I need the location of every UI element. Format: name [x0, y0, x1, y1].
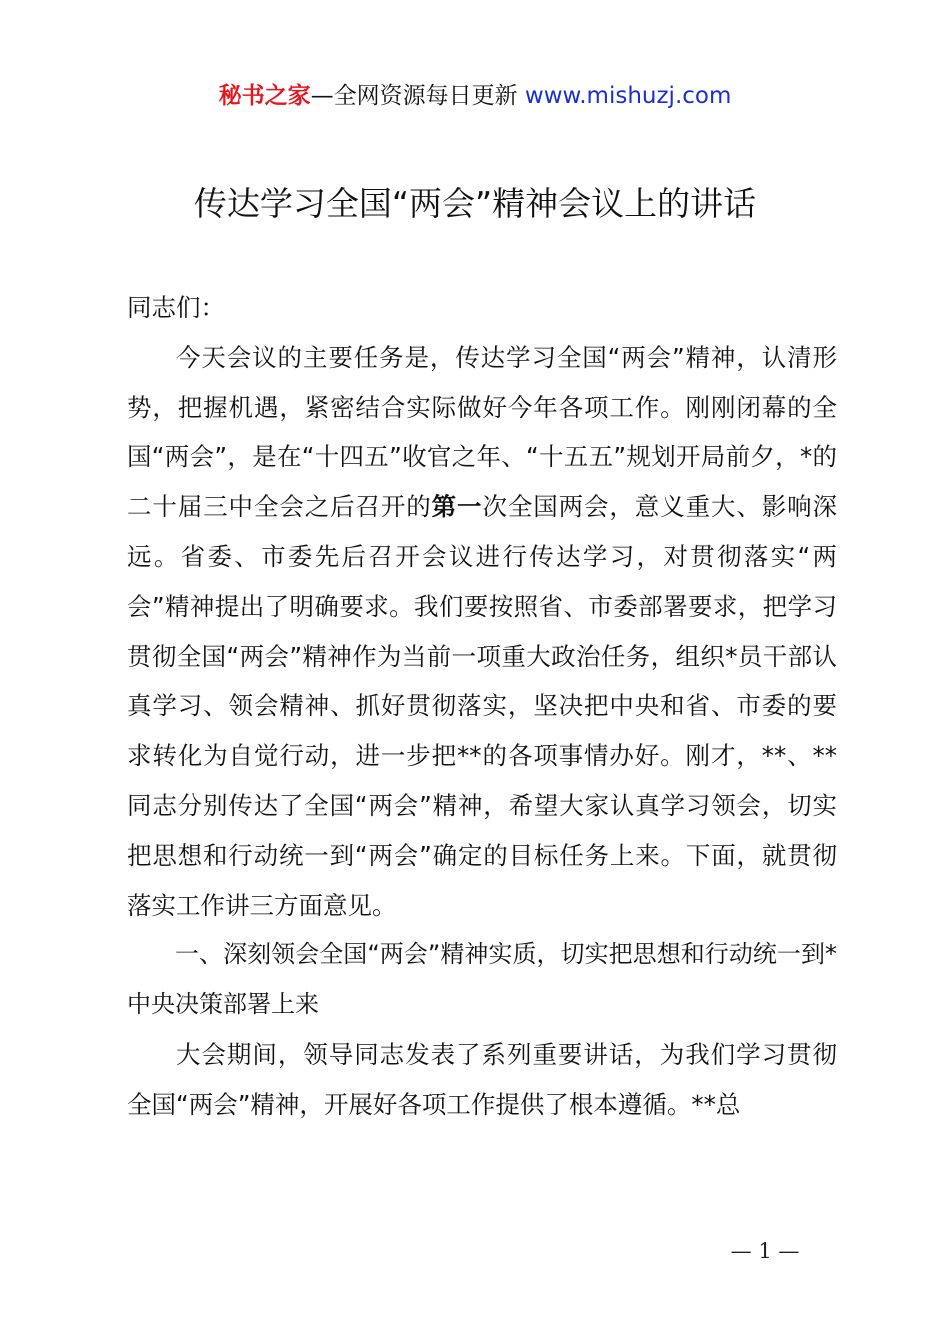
site-tagline: —全网资源每日更新: [310, 83, 525, 109]
paragraph-text: 今天会议的主要任务是，传达学习全国“两会”精神，认清形势，把握机遇，紧密结合实际做好今年各项工作。刚刚闭幕的全国“两会”，是在“十四五”收官之年、“十五五”规划开局前夕，*的二十届三中全会之后召开的: [127, 342, 837, 522]
salutation: 同志们：: [127, 293, 225, 322]
site-brand: 秘书之家: [218, 83, 311, 109]
body-paragraph: [127, 333, 837, 931]
page-number: — 1 —: [730, 1239, 800, 1263]
document-body: [127, 283, 837, 1130]
site-url[interactable]: www.mishuzj.com: [524, 83, 732, 109]
section-heading: 一、深刻领会全国“两会”精神实质，切实把思想和行动统一到*中央决策部署上来: [127, 940, 837, 1019]
document-title: 传达学习全国“两会”精神会议上的讲话: [193, 184, 757, 223]
site-header: [0, 80, 950, 112]
body-paragraph: 大会期间，领导同志发表了系列重要讲话，为我们学习贯彻全国“两会”精神，开展好各项工作提供了根本遵循。**总: [127, 1039, 837, 1119]
bold-text: 第一: [431, 492, 483, 522]
paragraph-text: 次全国两会，意义重大、影响深远。省委、市委先后召开会议进行传达学习，对贯彻落实“两会”精神提出了明确要求。我们要按照省、市委部署要求，把学习贯彻全国“两会”精神作为当前一项重大政治任务，组织*员干部认真学习、领会精神、抓好贯彻落实，坚决把中央和省、市委的要求转化为自觉行动，进一步把**的各项事情办好。刚才，**、**同志分别传达了全国“两会”精神，希望大家认真学习领会，切实把思想和行动统一到“两会”确定的目标任务上来。下面，就贯彻落实工作讲三方面意见。: [127, 492, 838, 920]
